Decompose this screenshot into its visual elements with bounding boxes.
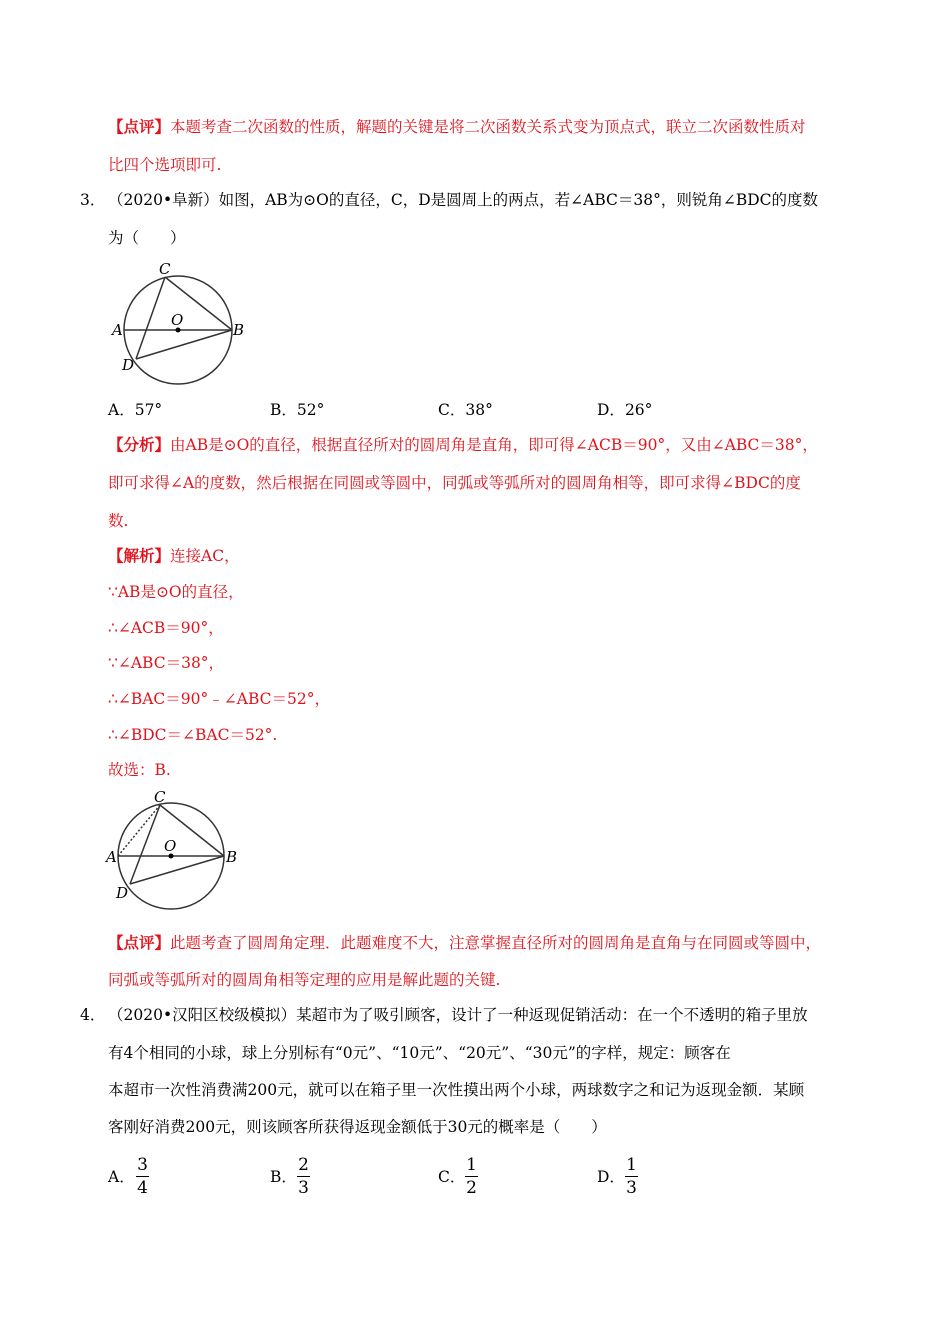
- solution-step-1: ∵AB是⊙O的直径，: [108, 583, 244, 601]
- q3-option-b[interactable]: B．52°: [270, 401, 325, 419]
- q4-option-a-letter[interactable]: A．: [108, 1168, 135, 1186]
- label-d: D: [116, 884, 129, 902]
- review-2-line-1: 【点评】此题考查了圆周角定理．此题难度不大，注意掌握直径所对的圆周角是直角与在同圆或等圆中，: [108, 933, 822, 952]
- numerator: 2: [298, 1155, 309, 1175]
- circle-figure-1: [100, 255, 260, 390]
- review-tag: 【点评】: [108, 117, 171, 136]
- review-tag: 【点评】: [108, 933, 171, 952]
- label-d: D: [122, 356, 135, 374]
- denominator: 3: [626, 1178, 637, 1198]
- review-1-line-1: 【点评】本题考查二次函数的性质，解题的关键是将二次函数关系式变为顶点式，联立二次函数性质对: [108, 117, 806, 136]
- label-o: O: [164, 837, 177, 855]
- question-4-stem-line-4: 客刚好消费200元，则该顾客所获得返现金额低于30元的概率是（ ）: [108, 1118, 607, 1136]
- question-4-number: 4．: [80, 1006, 106, 1024]
- question-3-stem-line-2: 为（ ）: [108, 229, 186, 247]
- label-o: O: [171, 311, 184, 329]
- numerator: 3: [137, 1155, 148, 1175]
- review-1-line-2: 比四个选项即可.: [108, 156, 222, 174]
- fraction-bar: [465, 1176, 478, 1177]
- label-b: B: [226, 848, 238, 866]
- solution-line-1: 【解析】连接AC，: [108, 546, 240, 565]
- review-2-line-2: 同弧或等弧所对的圆周角相等定理的应用是解此题的关键.: [108, 971, 501, 989]
- q4-option-c-letter[interactable]: C．: [438, 1168, 466, 1186]
- answer-line: 故选：B.: [108, 761, 171, 779]
- analysis-line-2: 即可求得∠A的度数，然后根据在同圆或等圆中，同弧或等弧所对的圆周角相等，即可求得∠BDC的度: [108, 474, 801, 492]
- q4-option-d-letter[interactable]: D．: [597, 1168, 625, 1186]
- label-a: A: [106, 848, 117, 866]
- label-c: C: [159, 260, 171, 278]
- q4-option-b-fraction: [297, 1155, 310, 1198]
- segment-db: [136, 330, 232, 359]
- q4-option-c-fraction: [465, 1155, 478, 1198]
- circle-figure-2: [100, 785, 260, 915]
- question-4-stem-line-1: （2020•汉阳区校级模拟）某超市为了吸引顾客，设计了一种返现促销活动：在一个不透明的箱子里放: [108, 1006, 808, 1024]
- fraction-bar: [625, 1176, 638, 1177]
- analysis-line-1: 【分析】由AB是⊙O的直径，根据直径所对的圆周角是直角，即可得∠ACB＝90°，又由∠ABC＝38°，: [108, 435, 818, 454]
- question-3-stem-line-1: （2020•阜新）如图，AB为⊙O的直径，C，D是圆周上的两点，若∠ABC＝38°，则锐角∠BDC的度数: [108, 191, 819, 209]
- segment-cd: [136, 277, 165, 359]
- numerator: 1: [466, 1155, 477, 1175]
- denominator: 4: [137, 1178, 148, 1198]
- label-a: A: [112, 321, 123, 339]
- question-3-number: 3．: [80, 191, 106, 209]
- fraction-bar: [297, 1176, 310, 1177]
- analysis-line-3: 数.: [108, 512, 129, 530]
- question-4-stem-line-2: 有4个相同的小球，球上分别标有“0元”、“10元”、“20元”、“30元”的字样，规定：顾客在: [108, 1044, 731, 1062]
- solution-tag: 【解析】: [108, 546, 171, 565]
- analysis-tag: 【分析】: [108, 435, 171, 454]
- q3-option-d[interactable]: D．26°: [597, 401, 653, 419]
- label-b: B: [233, 321, 245, 339]
- solution-step-2: ∴∠ACB＝90°，: [108, 619, 224, 637]
- q3-option-a[interactable]: A．57°: [108, 401, 163, 419]
- fraction-bar: [136, 1176, 149, 1177]
- label-c: C: [154, 788, 166, 806]
- solution-step-4: ∴∠BAC＝90°﹣∠ABC＝52°，: [108, 690, 330, 708]
- q4-option-a-fraction: [136, 1155, 149, 1198]
- question-4-stem-line-3: 本超市一次性消费满200元，就可以在箱子里一次性摸出两个小球，两球数字之和记为返现金额．某顾: [108, 1081, 805, 1099]
- denominator: 3: [298, 1178, 309, 1198]
- numerator: 1: [626, 1155, 637, 1175]
- solution-step-5: ∴∠BDC＝∠BAC＝52°.: [108, 726, 278, 744]
- denominator: 2: [466, 1178, 477, 1198]
- solution-step-3: ∵∠ABC＝38°，: [108, 654, 225, 672]
- segment-db: [130, 856, 224, 884]
- q4-option-d-fraction: [625, 1155, 638, 1198]
- q3-option-c[interactable]: C．38°: [438, 401, 493, 419]
- q4-option-b-letter[interactable]: B．: [270, 1168, 297, 1186]
